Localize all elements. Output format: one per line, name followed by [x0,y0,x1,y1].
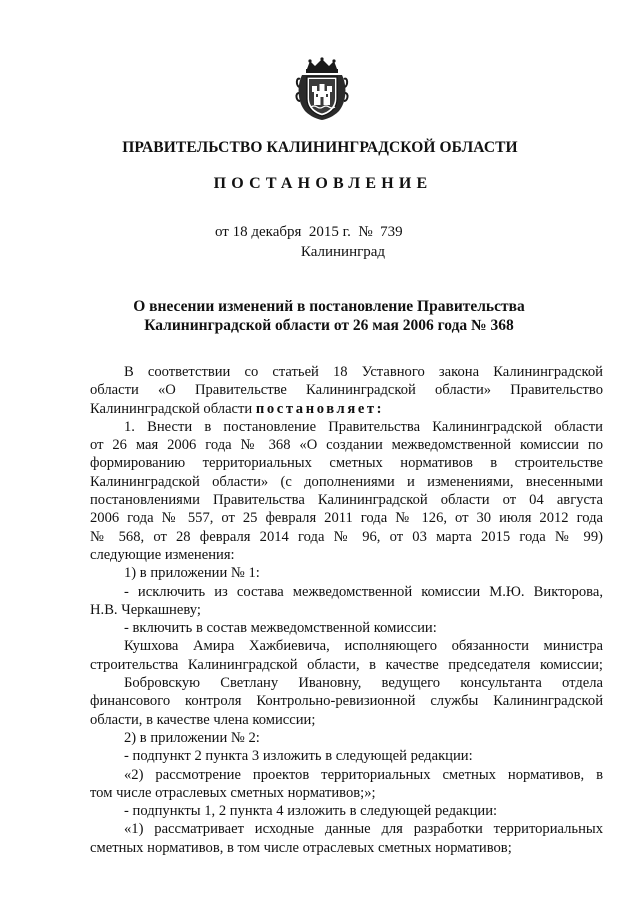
body-line: области, в качестве члена комиссии; [90,711,316,728]
body-line: - подпункт 2 пункта 3 изложить в следующей редакции: [124,748,473,765]
body-line: - подпункты 1, 2 пункта 4 изложить в следующей редакции: [124,803,498,820]
body-line: Кушхова Амира Хажбиевича, исполняющего обязанности министра [124,638,603,655]
document-number: 739 [380,224,403,240]
body-line: - исключить из состава межведомственной комиссии М.Ю. Викторова, [124,583,603,600]
body-line: сметных нормативов, в том числе отраслевых сметных нормативов; [90,839,512,856]
body-text: Калининградской области [90,400,256,417]
body-line: 2) в приложении № 2: [124,729,260,746]
body-line [90,400,603,418]
number-sign: № [358,224,373,240]
coat-of-arms-emblem [295,57,349,121]
body-line: - включить в состав межведомственной комиссии: [124,620,437,637]
date-number-line [215,224,403,241]
body-line: постановлениями Правительства Калининградской области от 04 августа [90,492,603,509]
date-prefix: от [215,224,229,240]
body-line: Бобровскую Светлану Ивановну, ведущего консультанта отдела [124,675,603,692]
body-line: «2) рассмотрение проектов территориальных сметных нормативов, в [124,766,603,783]
title-line: О внесении изменений в постановление Правительства [133,298,525,315]
body-line: № 568, от 28 февраля 2014 года № 96, от 03 марта 2015 года № 99) [90,528,603,545]
resolution-word: постановляет: [255,400,385,417]
body-line: том числе отраслевых сметных нормативов;»; [90,784,376,801]
body-line: 1) в приложении № 1: [124,565,260,582]
body-line: Н.В. Черкашневу; [90,601,201,618]
city: Калининград [300,244,386,260]
body-line: В соответствии со статьей 18 Уставного закона Калининградской [124,364,603,380]
body-line: «1) рассматривает исходные данные для разработки территориальных [124,821,603,838]
document-body [90,363,603,857]
body-line: 1. Внести в постановление Правительства Калининградской области [124,418,603,435]
title-line: Калининградской области от 26 мая 2006 года № 368 [144,317,514,334]
body-line: области «О Правительстве Калининградской области» Правительство [90,382,603,399]
document-title [0,297,640,335]
document-date: 18 декабря 2015 г. [232,224,351,240]
body-line: 2006 года № 557, от 25 февраля 2011 года № 126, от 30 июля 2012 года [90,510,603,527]
body-line: следующие изменения: [90,546,235,563]
document-type: ПОСТАНОВЛЕНИЕ [213,175,433,192]
body-line: финансового контроля Контрольно-ревизионной службы Калининградской [90,693,603,710]
body-line: строительства Калининградской области, в качестве председателя комиссии; [90,656,603,673]
body-line: формированию территориальных сметных нормативов в строительстве [90,455,603,472]
body-line: от 26 мая 2006 года № 368 «О создании межведомственной комиссии по [90,437,603,454]
body-line: Калининградской области» (с дополнениями и изменениями, внесенными [90,473,603,490]
organization-name: ПРАВИТЕЛЬСТВО КАЛИНИНГРАДСКОЙ ОБЛАСТИ [122,139,518,156]
